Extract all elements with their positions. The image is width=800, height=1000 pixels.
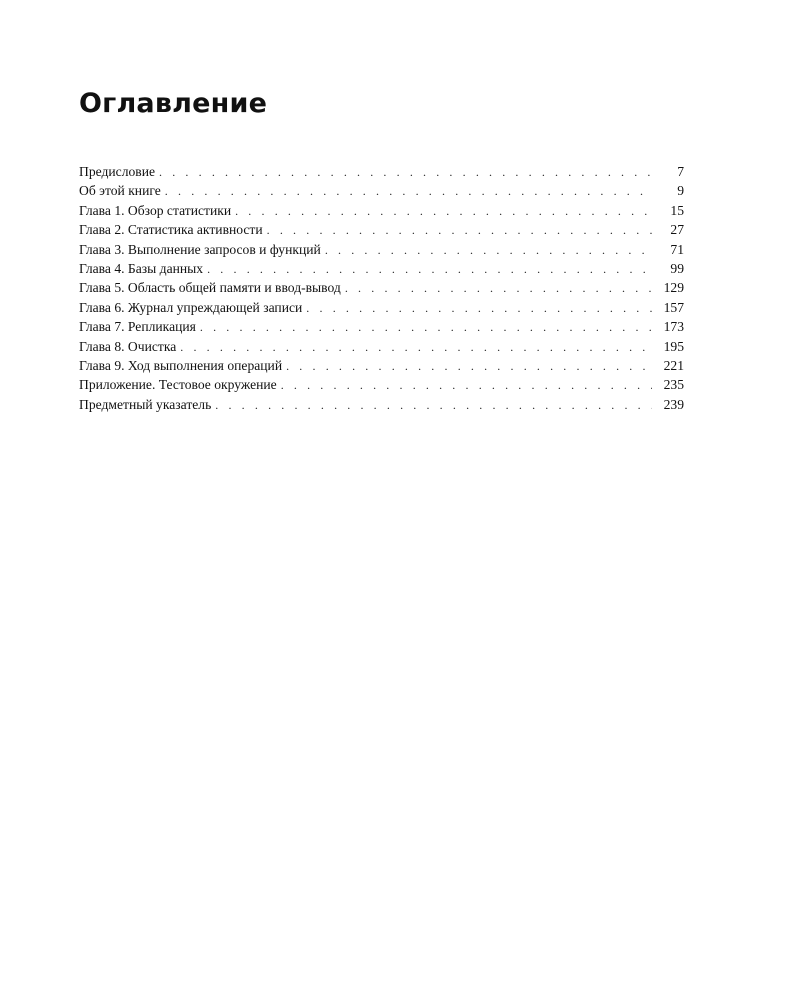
page-title: Оглавление [79,88,268,119]
toc-entry-title[interactable]: Предметный указатель [79,395,215,414]
toc-entry-title[interactable]: Глава 1. Обзор статистики [79,201,235,220]
toc-entry-page[interactable]: 173 [652,317,684,336]
toc-entry[interactable] [79,162,684,181]
toc-dot-leader [200,318,652,337]
toc-entry-page[interactable]: 221 [652,356,684,375]
toc-entry-title[interactable]: Приложение. Тестовое окружение [79,375,281,394]
toc-entry[interactable] [79,278,684,297]
toc-entry[interactable] [79,259,684,278]
toc-entry-title[interactable]: Глава 7. Репликация [79,317,200,336]
toc-entry-title[interactable]: Глава 6. Журнал упреждающей записи [79,298,306,317]
toc-entry[interactable] [79,395,684,414]
toc-entry-title[interactable]: Глава 9. Ход выполнения операций [79,356,286,375]
toc-dot-leader [165,182,652,201]
toc-entry-title[interactable]: Глава 8. Очистка [79,337,180,356]
toc-dot-leader [325,241,652,260]
toc-entry[interactable] [79,375,684,394]
toc-entry-page[interactable]: 15 [652,201,684,220]
toc-dot-leader [159,163,652,182]
toc-dot-leader [180,338,652,357]
toc-entry-page[interactable]: 157 [652,298,684,317]
toc-entry-title[interactable]: Глава 2. Статистика активности [79,220,267,239]
table-of-contents [79,162,684,414]
toc-dot-leader [267,221,652,240]
toc-entry[interactable] [79,220,684,239]
toc-entry-page[interactable]: 27 [652,220,684,239]
toc-dot-leader [215,396,652,415]
toc-dot-leader [306,299,652,318]
toc-entry[interactable] [79,181,684,200]
toc-entry-page[interactable]: 235 [652,375,684,394]
toc-entry-page[interactable]: 9 [652,181,684,200]
toc-entry-title[interactable]: Предисловие [79,162,159,181]
toc-entry-title[interactable]: Глава 4. Базы данных [79,259,207,278]
toc-entry-title[interactable]: Глава 3. Выполнение запросов и функций [79,240,325,259]
toc-entry-page[interactable]: 129 [652,278,684,297]
toc-entry-page[interactable]: 195 [652,337,684,356]
toc-entry[interactable] [79,337,684,356]
toc-dot-leader [286,357,652,376]
toc-entry[interactable] [79,298,684,317]
toc-dot-leader [345,279,652,298]
toc-entry-title[interactable]: Глава 5. Область общей памяти и ввод-вывод [79,278,345,297]
toc-entry[interactable] [79,240,684,259]
toc-entry[interactable] [79,356,684,375]
toc-entry-page[interactable]: 71 [652,240,684,259]
toc-entry[interactable] [79,201,684,220]
toc-dot-leader [281,376,652,395]
toc-entry-title[interactable]: Об этой книге [79,181,165,200]
toc-entry-page[interactable]: 99 [652,259,684,278]
toc-entry-page[interactable]: 7 [652,162,684,181]
toc-dot-leader [207,260,652,279]
toc-entry-page[interactable]: 239 [652,395,684,414]
toc-entry[interactable] [79,317,684,336]
toc-dot-leader [235,202,652,221]
